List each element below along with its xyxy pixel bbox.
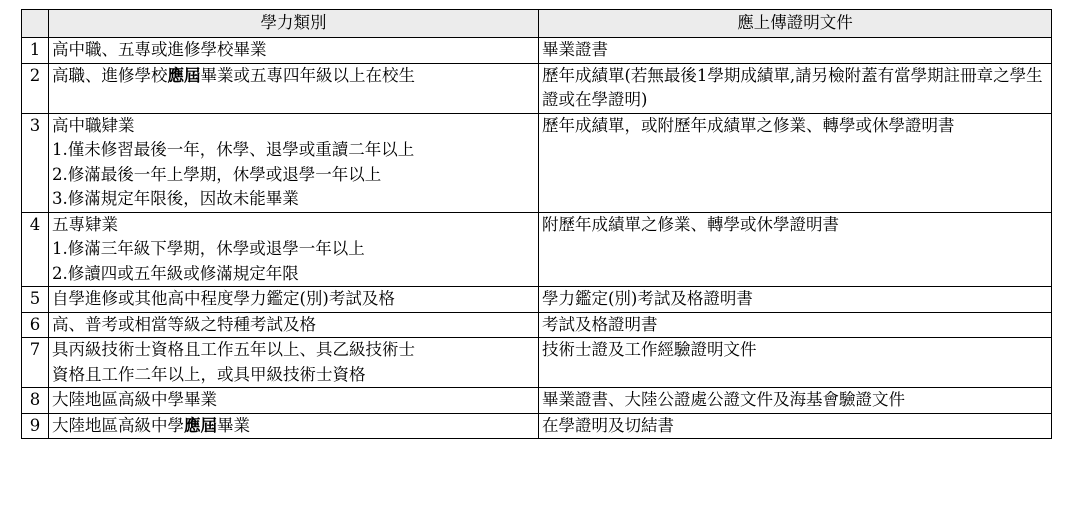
category-cell (49, 212, 539, 287)
row-number: 9 (22, 413, 49, 439)
category-line: 1.僅未修習最後一年，休學、退學或重讀二年以上 (52, 140, 415, 159)
documents-cell (539, 338, 1052, 388)
row-number: 8 (22, 388, 49, 414)
documents-cell (539, 287, 1052, 313)
requirements-table (21, 9, 1052, 439)
table-row (22, 113, 1052, 212)
category-line (52, 414, 535, 439)
table-row (22, 388, 1052, 414)
table-row (22, 338, 1052, 388)
header-documents: 應上傳證明文件 (539, 10, 1052, 38)
category-line: 自學進修或其他高中程度學力鑑定(別)考試及格 (52, 289, 395, 308)
header-category: 學力類別 (49, 10, 539, 38)
category-cell (49, 312, 539, 338)
category-cell (49, 388, 539, 414)
table-row (22, 312, 1052, 338)
documents-cell (539, 388, 1052, 414)
table-row (22, 413, 1052, 439)
row-number: 5 (22, 287, 49, 313)
category-line: 2.修讀四或五年級或修滿規定年限 (52, 263, 299, 283)
category-line: 2.修滿最後一年上學期，休學或退學一年以上 (52, 164, 382, 184)
category-cell (49, 113, 539, 212)
documents-text: 附歷年成績單之修業、轉學或休學證明書 (542, 214, 839, 234)
category-line: 1.修滿三年級下學期，休學或退學一年以上 (52, 239, 365, 258)
category-line: 五專肄業 (52, 214, 118, 234)
documents-cell (539, 113, 1052, 212)
category-line: 高中職、五專或進修學校畢業 (52, 40, 267, 59)
table-row (22, 212, 1052, 287)
category-line: 3.修滿規定年限後，因故未能畢業 (52, 189, 299, 208)
category-cell (49, 63, 539, 113)
documents-cell (539, 312, 1052, 338)
category-line: 資格且工作二年以上，或具甲級技術士資格 (52, 364, 366, 384)
row-number: 7 (22, 338, 49, 388)
category-line: 大陸地區高級中學畢業 (52, 390, 217, 409)
category-suffix: 畢業或五專四年級以上在校生 (200, 65, 415, 85)
category-cell (49, 413, 539, 439)
table-row (22, 63, 1052, 113)
category-suffix: 畢業 (217, 415, 250, 435)
category-prefix: 大陸地區高級中學 (52, 415, 184, 435)
documents-text: 畢業證書 (542, 40, 608, 59)
row-number: 6 (22, 312, 49, 338)
table-row (22, 38, 1052, 64)
row-number: 3 (22, 113, 49, 212)
category-cell (49, 287, 539, 313)
documents-text: 在學證明及切結書 (542, 415, 674, 435)
documents-text: 學力鑑定(別)考試及格證明書 (542, 289, 753, 308)
documents-cell (539, 413, 1052, 439)
category-line (52, 64, 535, 89)
table-row (22, 287, 1052, 313)
row-number: 4 (22, 212, 49, 287)
category-emphasis: 應屆 (184, 415, 217, 435)
documents-text: 考試及格證明書 (542, 314, 658, 334)
category-emphasis: 應屆 (167, 65, 201, 85)
documents-cell (539, 38, 1052, 64)
documents-text: 畢業證書、大陸公證處公證文件及海基會驗證文件 (542, 390, 905, 409)
category-cell (49, 338, 539, 388)
category-prefix: 高職、進修學校 (52, 65, 168, 85)
category-cell (49, 38, 539, 64)
documents-text: 歷年成績單(若無最後1學期成績單,請另檢附蓋有當學期註冊章之學生證或在學證明) (542, 65, 1043, 109)
documents-text: 技術士證及工作經驗證明文件 (542, 340, 757, 359)
row-number: 2 (22, 63, 49, 113)
documents-cell (539, 212, 1052, 287)
category-line: 高、普考或相當等級之特種考試及格 (52, 314, 316, 334)
row-number: 1 (22, 38, 49, 64)
documents-cell (539, 63, 1052, 113)
category-line: 具丙級技術士資格且工作五年以上、具乙級技術士 (52, 340, 415, 359)
header-index (22, 10, 49, 38)
header-row (22, 10, 1052, 38)
category-line: 高中職肄業 (52, 115, 135, 135)
documents-text: 歷年成績單，或附歷年成績單之修業、轉學或休學證明書 (542, 115, 955, 135)
